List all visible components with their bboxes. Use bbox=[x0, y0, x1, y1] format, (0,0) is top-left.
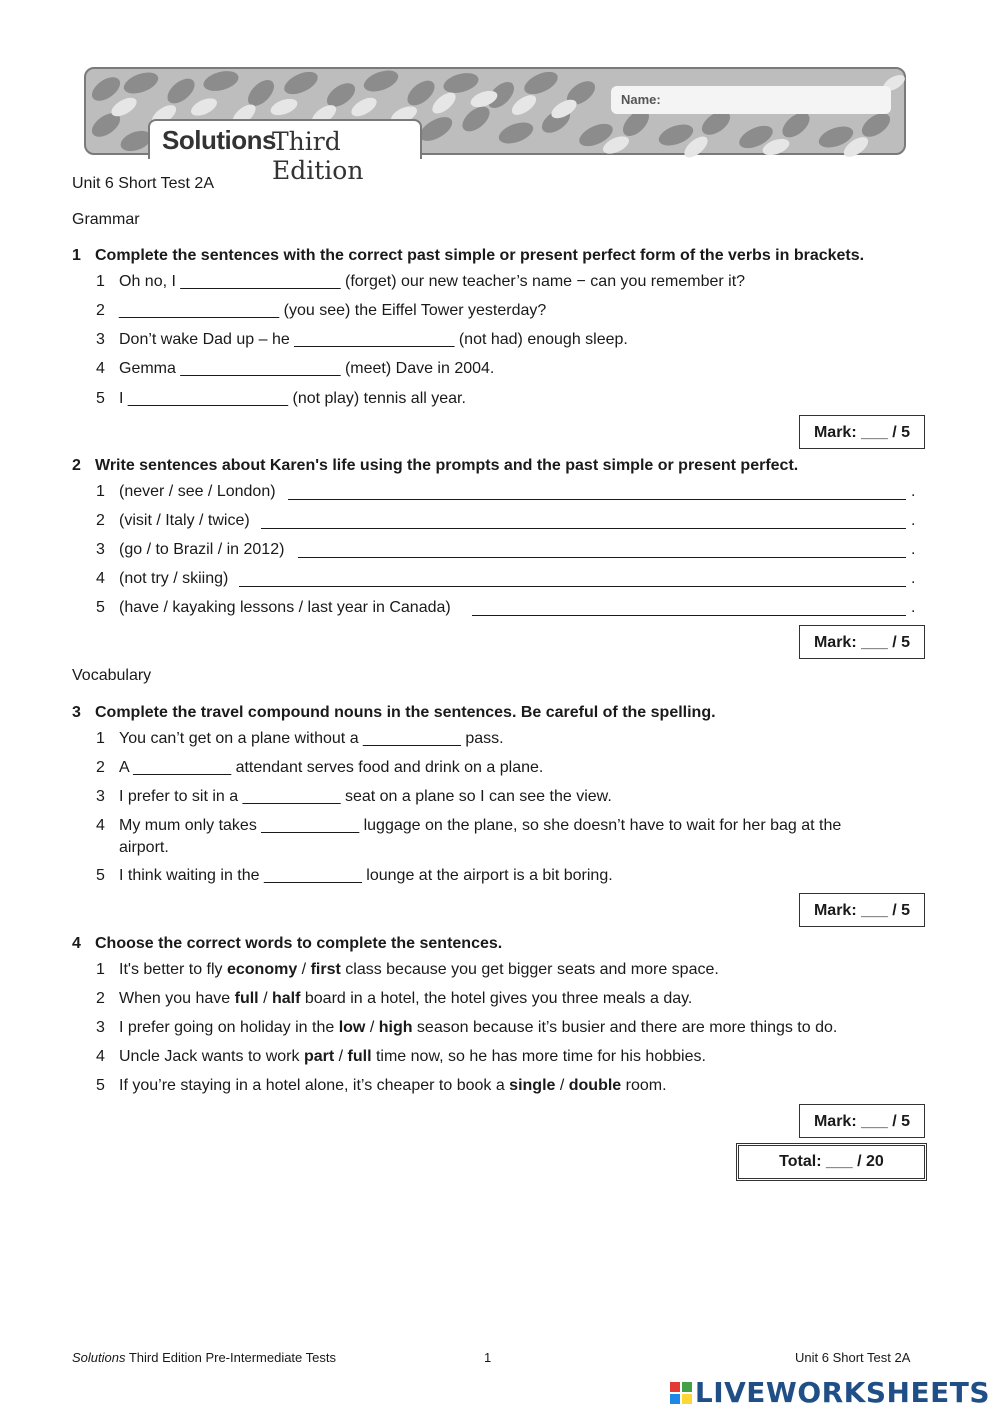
q4-item-2-separator: / bbox=[258, 990, 272, 1007]
q2-item-1-prompt: (never / see / London) bbox=[119, 483, 276, 500]
q1-item-2-number: 2 bbox=[96, 302, 105, 319]
q2-instruction: Write sentences about Karen's life using the prompts and the past simple or present perfect. bbox=[95, 457, 799, 474]
q4-item-2-option-b[interactable]: half bbox=[271, 990, 301, 1007]
q2-item-5-answer-line[interactable] bbox=[472, 615, 906, 616]
q1-item-4-number: 4 bbox=[96, 360, 105, 377]
brand-light: Third Edition bbox=[272, 127, 364, 185]
q3-item-5-number: 5 bbox=[96, 867, 105, 884]
test-title: Unit 6 Short Test 2A bbox=[72, 175, 214, 192]
q4-item-5-pre: If you’re staying in a hotel alone, it’s cheaper to book a bbox=[119, 1077, 510, 1094]
q4-item-1-separator: / bbox=[297, 961, 311, 978]
q1-item-4: Gemma __________________ (meet) Dave in 2004. bbox=[119, 360, 495, 377]
q2-item-4-period: . bbox=[911, 570, 916, 587]
q4-item-2-post: board in a hotel, the hotel gives you three meals a day. bbox=[300, 990, 693, 1007]
q1-item-1: Oh no, I __________________ (forget) our new teacher’s name − can you remember it? bbox=[119, 273, 746, 290]
q4-item-1 bbox=[119, 961, 719, 979]
q4-item-1-number: 1 bbox=[96, 961, 105, 978]
q4-item-3-option-b[interactable]: high bbox=[378, 1019, 413, 1036]
q4-instruction: Choose the correct words to complete the sentences. bbox=[95, 935, 503, 952]
q4-item-4-pre: Uncle Jack wants to work bbox=[119, 1048, 304, 1065]
q2-item-4-answer-line[interactable] bbox=[239, 586, 906, 587]
q2-item-3-prompt: (go / to Brazil / in 2012) bbox=[119, 541, 285, 558]
q3-item-2-number: 2 bbox=[96, 759, 105, 776]
q2-number: 2 bbox=[72, 457, 81, 474]
q1-number: 1 bbox=[72, 247, 81, 264]
q1-item-3: Don’t wake Dad up – he __________________ (not had) enough sleep. bbox=[119, 331, 628, 348]
q4-item-3-number: 3 bbox=[96, 1019, 105, 1036]
q4-item-4-separator: / bbox=[334, 1048, 348, 1065]
q4-item-1-pre: It's better to fly bbox=[119, 961, 227, 978]
q4-item-2-option-a[interactable]: full bbox=[234, 990, 259, 1007]
q4-item-3-post: season because it’s busier and there are more things to do. bbox=[412, 1019, 838, 1036]
q4-item-3-pre: I prefer going on holiday in the bbox=[119, 1019, 339, 1036]
total-box: Total: ___ / 20 bbox=[736, 1143, 927, 1181]
q1-mark-box: Mark: ___ / 5 bbox=[799, 415, 925, 449]
q4-item-4-post: time now, so he has more time for his hobbies. bbox=[371, 1048, 706, 1065]
q4-item-2-number: 2 bbox=[96, 990, 105, 1007]
q4-item-5-post: room. bbox=[621, 1077, 667, 1094]
q4-item-3-separator: / bbox=[365, 1019, 379, 1036]
q2-mark-box: Mark: ___ / 5 bbox=[799, 625, 925, 659]
q2-item-3-answer-line[interactable] bbox=[298, 557, 906, 558]
q2-item-4-number: 4 bbox=[96, 570, 105, 587]
q4-number: 4 bbox=[72, 935, 81, 952]
q3-item-2: A ___________ attendant serves food and drink on a plane. bbox=[119, 759, 544, 776]
q2-item-2-prompt: (visit / Italy / twice) bbox=[119, 512, 250, 529]
q1-item-5-number: 5 bbox=[96, 390, 105, 407]
section-grammar: Grammar bbox=[72, 211, 140, 228]
q4-item-1-option-a[interactable]: economy bbox=[226, 961, 298, 978]
q4-item-2 bbox=[119, 990, 692, 1008]
q4-item-3-option-a[interactable]: low bbox=[338, 1019, 366, 1036]
q1-item-1-number: 1 bbox=[96, 273, 105, 290]
q3-number: 3 bbox=[72, 704, 81, 721]
q3-item-5: I think waiting in the ___________ lounge at the airport is a bit boring. bbox=[119, 867, 613, 884]
q4-item-5-option-b[interactable]: double bbox=[568, 1077, 622, 1094]
q3-item-3-number: 3 bbox=[96, 788, 105, 805]
liveworksheets-logo-icon bbox=[670, 1382, 692, 1404]
q4-item-5-number: 5 bbox=[96, 1077, 105, 1094]
q1-item-5: I __________________ (not play) tennis all year. bbox=[119, 390, 466, 407]
q4-item-5-option-a[interactable]: single bbox=[509, 1077, 556, 1094]
q2-item-3-period: . bbox=[911, 541, 916, 558]
q2-item-2-number: 2 bbox=[96, 512, 105, 529]
q4-item-1-post: class because you get bigger seats and more space. bbox=[340, 961, 719, 978]
q4-item-4-number: 4 bbox=[96, 1048, 105, 1065]
q4-mark-box: Mark: ___ / 5 bbox=[799, 1104, 925, 1138]
brand-bold: Solutions bbox=[162, 125, 276, 155]
footer-left bbox=[72, 1350, 336, 1365]
q2-item-3-number: 3 bbox=[96, 541, 105, 558]
q3-item-4: My mum only takes ___________ luggage on the plane, so she doesn’t have to wait for her bag at the bbox=[119, 817, 842, 834]
q2-item-4-prompt: (not try / skiing) bbox=[119, 570, 229, 587]
q1-item-3-number: 3 bbox=[96, 331, 105, 348]
footer-brand: Solutions bbox=[72, 1350, 126, 1365]
q4-item-3 bbox=[119, 1019, 837, 1037]
q3-instruction: Complete the travel compound nouns in the sentences. Be careful of the spelling. bbox=[95, 704, 716, 721]
q4-item-2-pre: When you have bbox=[119, 990, 235, 1007]
q2-item-5-period: . bbox=[911, 599, 916, 616]
footer-right: Unit 6 Short Test 2A bbox=[795, 1350, 911, 1365]
name-label: Name: bbox=[621, 92, 661, 107]
q2-item-5-prompt: (have / kayaking lessons / last year in Canada) bbox=[119, 599, 451, 616]
section-vocabulary: Vocabulary bbox=[72, 667, 152, 684]
q4-item-1-option-b[interactable]: first bbox=[310, 961, 341, 978]
q3-item-4-number: 4 bbox=[96, 817, 105, 834]
q3-item-1: You can’t get on a plane without a ___________ pass. bbox=[119, 730, 504, 747]
q2-item-2-answer-line[interactable] bbox=[261, 528, 906, 529]
q2-item-1-period: . bbox=[911, 483, 916, 500]
brand-title bbox=[148, 119, 422, 185]
footer-page-number: 1 bbox=[484, 1350, 492, 1365]
footer-series: Third Edition Pre-Intermediate Tests bbox=[125, 1350, 336, 1365]
q3-mark-box: Mark: ___ / 5 bbox=[799, 893, 925, 927]
q1-instruction: Complete the sentences with the correct past simple or present perfect form of the verbs in brackets. bbox=[95, 247, 865, 264]
q2-item-1-answer-line[interactable] bbox=[288, 499, 906, 500]
q4-item-5-separator: / bbox=[555, 1077, 569, 1094]
liveworksheets-watermark bbox=[670, 1376, 990, 1409]
liveworksheets-text: LIVEWORKSHEETS bbox=[694, 1376, 990, 1409]
q2-item-5-number: 5 bbox=[96, 599, 105, 616]
q4-item-4-option-a[interactable]: part bbox=[303, 1048, 335, 1065]
q3-item-4-continued: airport. bbox=[119, 839, 169, 856]
q4-item-4 bbox=[119, 1048, 706, 1066]
q3-item-3: I prefer to sit in a ___________ seat on a plane so I can see the view. bbox=[119, 788, 612, 805]
q1-item-2: __________________ (you see) the Eiffel Tower yesterday? bbox=[119, 302, 547, 319]
q2-item-1-number: 1 bbox=[96, 483, 105, 500]
q4-item-5 bbox=[119, 1077, 667, 1095]
name-field[interactable] bbox=[611, 86, 891, 114]
q2-item-2-period: . bbox=[911, 512, 916, 529]
q3-item-1-number: 1 bbox=[96, 730, 105, 747]
q4-item-4-option-b[interactable]: full bbox=[347, 1048, 372, 1065]
